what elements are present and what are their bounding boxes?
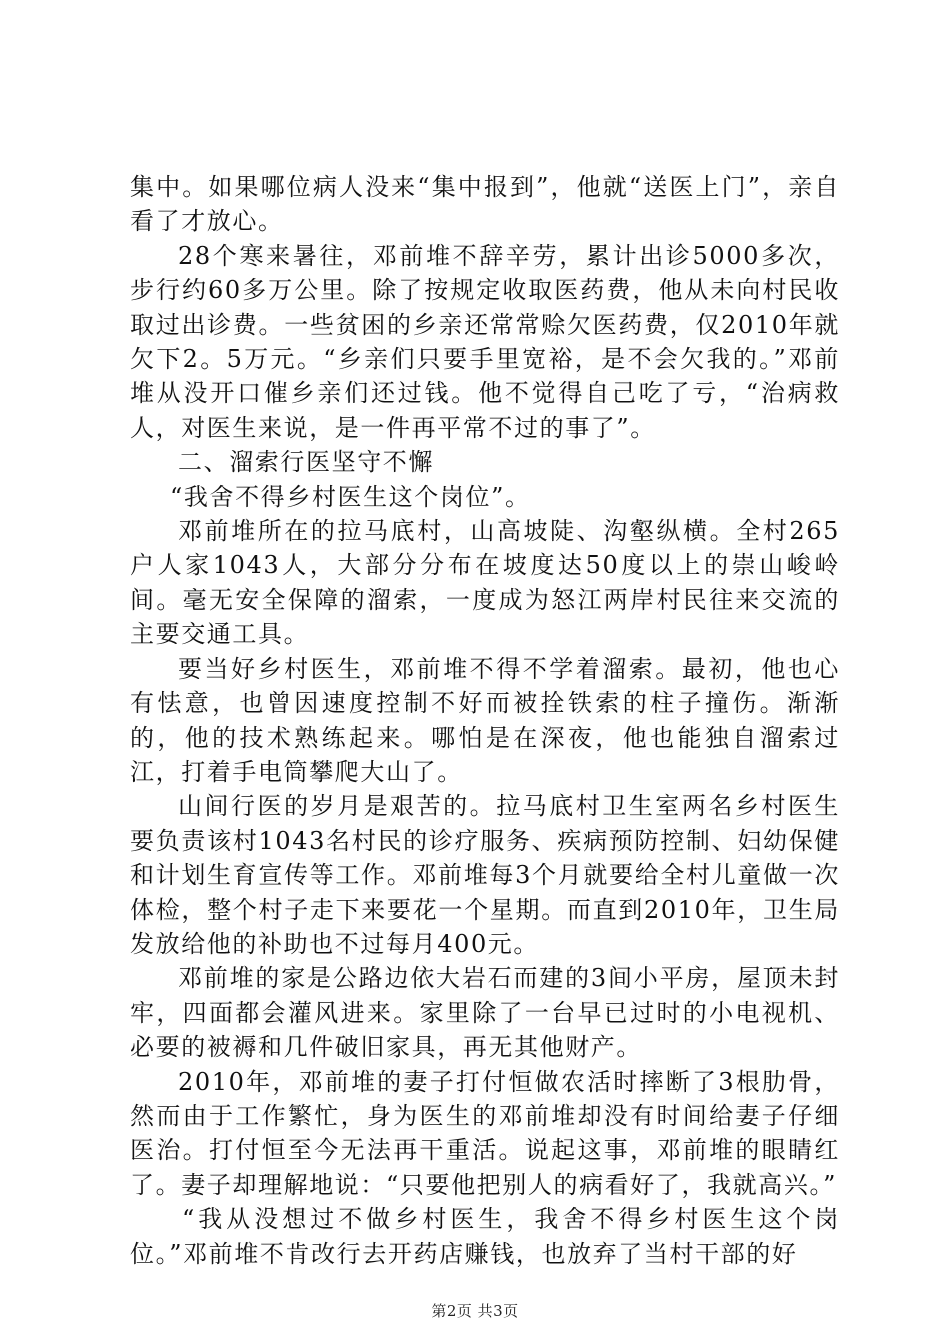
paragraph: 山间行医的岁月是艰苦的。拉马底村卫生室两名乡村医生要负责该村1043名村民的诊疗服务、疾病预防控制、妇幼保健和计划生育宣传等工作。邓前堆每3个月就要给全村儿童做一次体检，整个村子走下来要花一个星期。而直到2010年，卫生局发放给他的补助也不过每月400元。 [130,792,840,958]
section-heading: 二、溜索行医坚守不懈 [178,448,434,477]
document-body [130,170,840,1271]
paragraph: 28个寒来暑往，邓前堆不辞辛劳，累计出诊5000多次，步行约60多万公里。除了按规定收取医药费，他从未向村民收取过出诊费。一些贫困的乡亲还常常赊欠医药费，仅2010年就欠下2。5万元。“乡亲们只要手里宽裕，是不会欠我的。”邓前堆从没开口催乡亲们还过钱。他不觉得自己吃了亏，“治病救人，对医生来说，是一件再平常不过的事了”。 [130,241,840,442]
paragraph: 要当好乡村医生，邓前堆不得不学着溜索。最初，他也心有怯意，也曾因速度控制不好而被拴铁索的柱子撞伤。渐渐的，他的技术熟练起来。哪怕是在深夜，他也能独自溜索过江，打着手电筒攀爬大山了。 [130,654,840,786]
paragraph: 2010年，邓前堆的妻子打付恒做农活时摔断了3根肋骨，然而由于工作繁忙，身为医生的邓前堆却没有时间给妻子仔细医治。打付恒至今无法再干重活。说起这事，邓前堆的眼睛红了。妻子却理解地说：“只要他把别人的病看好了，我就高兴。” [130,1067,840,1199]
paragraph: 邓前堆所在的拉马底村，山高坡陡、沟壑纵横。全村265户人家1043人，大部分分布在坡度达50度以上的崇山峻岭间。毫无安全保障的溜索，一度成为怒江两岸村民往来交流的主要交通工具。 [130,517,840,649]
paragraph: “我从没想过不做乡村医生，我舍不得乡村医生这个岗位。”邓前堆不肯改行去开药店赚钱，也放弃了当村干部的好 [130,1205,840,1268]
page-footer: 第2页 共3页 [431,1302,519,1320]
paragraph: 邓前堆的家是公路边依大岩石而建的3间小平房，屋顶未封牢，四面都会灌风进来。家里除了一台早已过时的小电视机、必要的被褥和几件破旧家具，再无其他财产。 [130,964,840,1062]
section-quote: “我舍不得乡村医生这个岗位”。 [170,482,531,511]
paragraph-continued: 集中。如果哪位病人没来“集中报到”，他就“送医上门”，亲自看了才放心。 [130,173,840,236]
